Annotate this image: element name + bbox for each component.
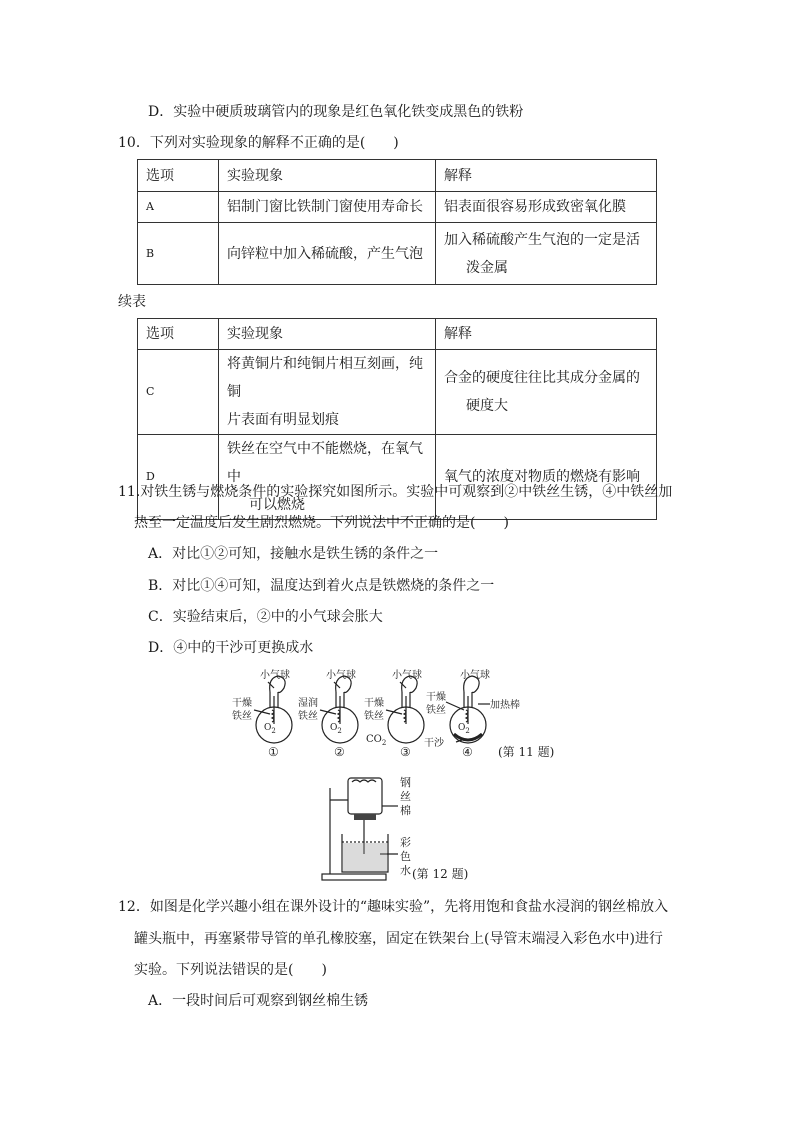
row-explanation: 氧气的浓度对物质的燃烧有影响 [436, 435, 657, 520]
q11-stem-line-2: 热至一定温度后发生剧烈燃烧。下列说法中不正确的是( ) [134, 515, 509, 531]
q12-option-a: A．一段时间后可观察到钢丝棉生锈 [148, 993, 369, 1009]
figure-12-caption: (第 12 题) [412, 867, 469, 881]
table-header-row [138, 160, 657, 192]
balloon-label-4: 小气球 [460, 670, 490, 681]
q12-stem-line-2: 罐头瓶中，再塞紧带导管的单孔橡胶塞，固定在铁架台上(导管末端浸入彩色水中)进行 [134, 931, 663, 947]
water-label-2: 色 [400, 850, 411, 863]
steel-label-3: 棉 [400, 804, 411, 817]
q11-option-a: A．对比①②可知，接触水是铁生锈的条件之一 [148, 546, 439, 562]
label-dry-3a: 干燥 [364, 698, 384, 709]
label-dry-3b: 铁丝 [364, 711, 384, 722]
label-wet-2b: 铁丝 [298, 711, 318, 722]
row-explanation [436, 350, 657, 435]
steel-label-1: 钢 [400, 776, 411, 789]
o2-label-4: $O_2$ [458, 723, 470, 735]
q10-stem: 10．下列对实验现象的解释不正确的是( ) [118, 135, 399, 151]
table-header-row [138, 319, 657, 350]
balloon-label-3: 小气球 [392, 670, 422, 681]
header-option: 选项 [138, 160, 219, 192]
row-phenomenon [219, 435, 436, 520]
row-phenomenon: 铝制门窗比铁制门窗使用寿命长 [219, 192, 436, 223]
header-explanation: 解释 [436, 160, 657, 192]
explanation-line: 硬度大 [466, 398, 508, 414]
explanation-line: 合金的硬度往往比其成分金属的 [444, 370, 640, 386]
label-dry-4b: 铁丝 [426, 705, 446, 716]
q11-option-d: D．④中的干沙可更换成水 [148, 640, 314, 656]
row-phenomenon [219, 350, 436, 435]
label-wet-2a: 湿润 [298, 698, 318, 709]
water-label-3: 水 [400, 864, 411, 877]
row-option: B [138, 223, 219, 285]
phenomenon-line: 铁丝在空气中不能燃烧，在氧气中 [227, 441, 423, 485]
o2-label-2: $O_2$ [330, 723, 342, 735]
label-dry-1a: 干燥 [232, 698, 252, 709]
q12-figure [318, 774, 488, 886]
label-sand: 干沙 [424, 738, 444, 749]
table-row [138, 192, 657, 223]
balloon-label-2: 小气球 [326, 670, 356, 681]
figure-11-caption: (第 11 题) [498, 745, 555, 759]
flask-number-3: ③ [400, 745, 411, 759]
water-label-1: 彩 [400, 836, 411, 849]
table-row [138, 223, 657, 285]
steel-label-2: 丝 [400, 790, 411, 803]
co2-label: $CO_2$ [366, 734, 387, 747]
balloon-label-1: 小气球 [260, 670, 290, 681]
header-phenomenon: 实验现象 [219, 160, 436, 192]
explanation-line: 泼金属 [466, 259, 508, 276]
phenomenon-line: 片表面有明显划痕 [227, 412, 339, 428]
q11-option-b: B．对比①④可知，温度达到着火点是铁燃烧的条件之一 [148, 578, 495, 594]
header-option: 选项 [138, 319, 219, 350]
label-dry-1b: 铁丝 [232, 711, 252, 722]
phenomenon-line: 将黄铜片和纯铜片相互刻画，纯铜 [227, 356, 423, 400]
header-phenomenon: 实验现象 [219, 319, 436, 350]
label-heater: 加热棒 [490, 700, 520, 711]
continued-table-label: 续表 [118, 294, 146, 310]
row-phenomenon: 向锌粒中加入稀硫酸，产生气泡 [219, 223, 436, 285]
header-explanation: 解释 [436, 319, 657, 350]
q11-figure [228, 664, 568, 764]
row-option: A [138, 192, 219, 223]
flask-number-1: ① [268, 745, 279, 759]
o2-label-1: $O_2$ [264, 723, 276, 735]
q10-table-1 [137, 159, 657, 285]
q12-stem-line-1: 12．如图是化学兴趣小组在课外设计的“趣味实验”，先将用饱和食盐水浸润的钢丝棉放入 [118, 899, 669, 915]
flask-number-2: ② [334, 745, 345, 759]
row-explanation [436, 223, 657, 285]
q11-stem-line-1: 11.对铁生锈与燃烧条件的实验探究如图所示。实验中可观察到②中铁丝生锈，④中铁丝加 [118, 484, 673, 500]
table-row [138, 350, 657, 435]
flask-3 [388, 676, 424, 743]
label-dry-4a: 干燥 [426, 692, 446, 703]
q12-stem-line-3: 实验。下列说法错误的是( ) [134, 962, 327, 978]
row-explanation: 铝表面很容易形成致密氧化膜 [436, 192, 657, 223]
q9-option-d: D．实验中硬质玻璃管内的现象是红色氧化铁变成黑色的铁粉 [148, 104, 524, 120]
phenomenon-line: 可以燃烧 [249, 497, 305, 513]
row-option: D [138, 435, 219, 520]
flask-number-4: ④ [462, 745, 473, 759]
explanation-line: 加入稀硫酸产生气泡的一定是活 [444, 231, 640, 248]
table-row [138, 435, 657, 520]
row-option: C [138, 350, 219, 435]
q11-option-c: C．实验结束后，②中的小气球会胀大 [148, 609, 383, 625]
